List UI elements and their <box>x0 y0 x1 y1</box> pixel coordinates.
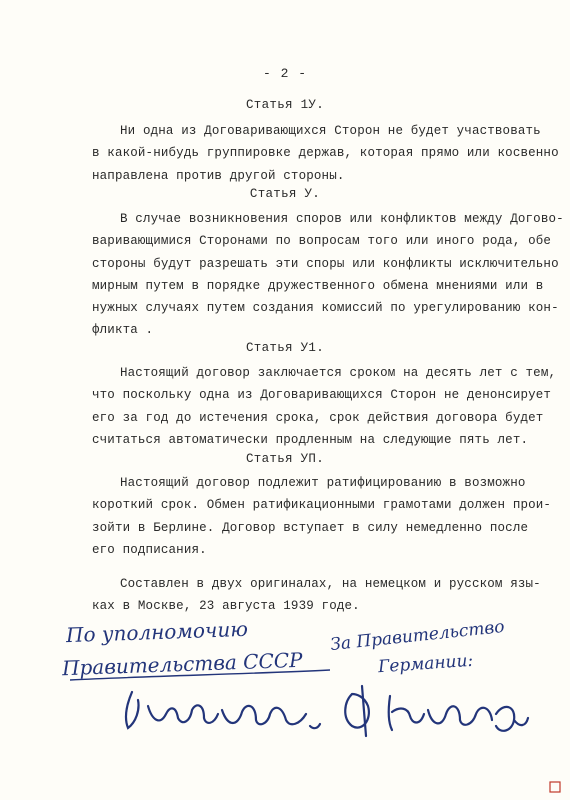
text-line: фликта . <box>92 323 154 338</box>
article-6-heading: Статья У1. <box>245 341 324 355</box>
text-line: считаться автоматически продленным на следующие пять лет. <box>92 432 529 447</box>
right-signature <box>345 686 528 736</box>
left-handwritten-line-2: Правительства СССР <box>61 647 303 681</box>
text-line: его за год до истечения срока, срок действия договора будет <box>92 410 544 425</box>
text-line: варивающимися Сторонами по вопросам того или иного рода, обе <box>92 234 552 249</box>
signatures-drawing <box>0 610 570 750</box>
text-line: короткий срок. Обмен ратификационными грамотами должен прои- <box>92 498 552 513</box>
text-line: ках в Москве, 23 августа 1939 годе. <box>92 599 360 614</box>
text-line: В случае возникновения споров или конфликтов между Догово- <box>120 212 564 226</box>
text-line: в какой-нибудь группировке держав, которая прямо или косвенно <box>92 146 559 161</box>
right-handwritten-line-1: За Правительство <box>329 616 506 656</box>
page-number: - 2 - <box>262 66 307 81</box>
text-line: нужных случаях путем создания комиссий по урегулированию кон- <box>92 301 559 316</box>
text-line: стороны будут разрешать эти споры или конфликты исключительно <box>92 256 559 271</box>
text-line: мирным путем в порядке дружественного обмена мнениями или в <box>92 278 544 293</box>
right-handwritten-line-2: Германии: <box>377 650 474 678</box>
text-line: Настоящий договор заключается сроком на десять лет с тем, <box>120 366 557 380</box>
article-7-heading: Статья УП. <box>245 452 324 466</box>
text-line: Составлен в двух оригиналах, на немецком и русском язы- <box>120 577 541 591</box>
article-7-text <box>92 472 552 561</box>
text-line: его подписания. <box>92 542 207 557</box>
article-5-heading: Статья У. <box>249 187 321 201</box>
text-line: Настоящий договор подлежит ратифицированию в возможно <box>120 476 526 490</box>
text-line: Ни одна из Договаривающихся Сторон не будет участвовать <box>120 124 541 138</box>
scan-corner-mark <box>548 780 562 794</box>
article-4-heading: Статья 1У. <box>245 98 324 112</box>
text-line: зойти в Берлине. Договор вступает в силу немедленно после <box>92 520 529 535</box>
signature-block <box>0 610 570 750</box>
text-line: направлена против другой стороны. <box>92 168 345 183</box>
left-underline-stroke <box>70 670 330 680</box>
article-5-text <box>92 208 564 342</box>
article-6-text <box>92 362 557 451</box>
text-line: что поскольку одна из Договаривающихся Сторон не денонсирует <box>92 388 552 403</box>
left-signature <box>126 692 320 728</box>
left-handwritten-line-1: По уполномочию <box>65 616 249 648</box>
article-4-text <box>92 120 559 187</box>
